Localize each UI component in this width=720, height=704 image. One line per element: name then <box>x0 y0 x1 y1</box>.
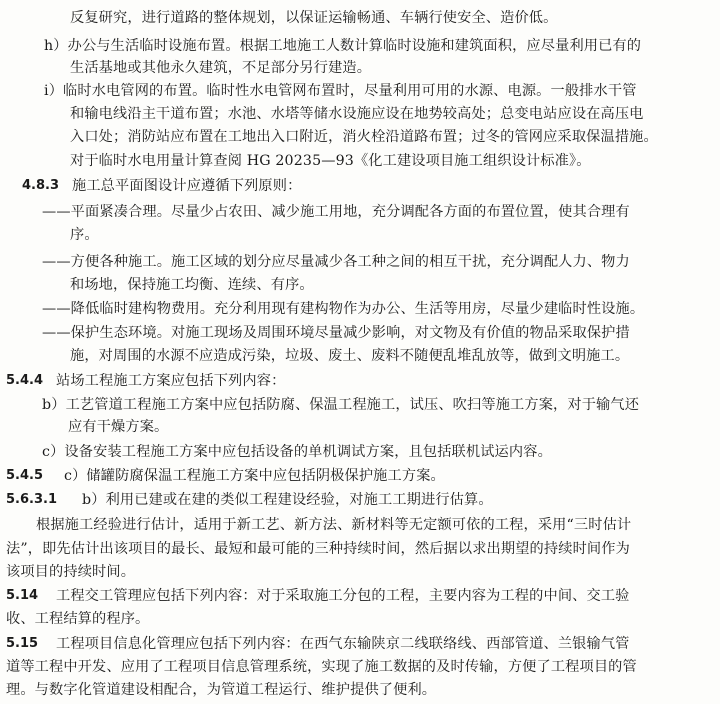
list-item-i: i）临时水电管网的布置。临时性水电管网布置时，尽量利用可用的水源、电源。一般排水干管 <box>44 83 637 99</box>
paragraph-line: 法”，即先估计出该项目的最长、最短和最可能的三种持续时间，然后据以求出期望的持续时间作为 <box>6 541 630 557</box>
text-line: 施，对周围的水源不应造成污染，垃圾、废土、废料不随便乱堆乱放等，做到文明施工。 <box>70 348 630 364</box>
section-number-5-4-5: 5.4.5 <box>6 468 44 483</box>
paragraph-line: 理。与数字化管道建设相配合，为管道工程运行、维护提供了便利。 <box>6 682 437 698</box>
list-item-b: b）利用已建或在建的类似工程建设经验，对施工工期进行估算。 <box>82 492 493 508</box>
list-item-c: c）设备安装工程施工方案中应包括设备的单机调试方案，且包括联机试运内容。 <box>42 444 552 460</box>
section-number-5-6-3-1: 5.6.3.1 <box>6 492 57 507</box>
text-line: 和输电线沿主干道布置；水池、水塔等储水设施应设在地势较高处；总变电站应设在高压电 <box>70 106 644 122</box>
text-line: 序。 <box>70 227 99 243</box>
paragraph-line: 道等工程中开发、应用了工程项目信息管理系统，实现了施工数据的及时传输，方便了工程项目的管 <box>6 659 637 675</box>
text-line: 生活基地或其他永久建筑，不足部分另行建造。 <box>70 60 372 76</box>
section-heading: 施工总平面图设计应遵循下列原则： <box>72 178 302 194</box>
principle-item: ——方便各种施工。施工区域的划分应尽量减少各工种之间的相互干扰，充分调配人力、物力 <box>42 254 630 270</box>
principle-item: ——保护生态环境。对施工现场及周围环境尽量减少影响，对文物及有价值的物品采取保护措 <box>42 325 630 341</box>
list-item-c: c）储罐防腐保温工程施工方案中应包括阴极保护施工方案。 <box>64 468 445 484</box>
section-number-5-14: 5.14 <box>6 588 39 603</box>
text-line: 入口处；消防站应布置在工地出入口附近，消火栓沿道路布置；过冬的管网应采取保温措施。 <box>70 129 658 145</box>
paragraph-line: 根据施工经验进行估计，适用于新工艺、新方法、新材料等无定额可依的工程，采用“三时估计 <box>36 517 632 533</box>
paragraph-line: 收、工程结算的程序。 <box>6 611 150 627</box>
section-number-5-4-4: 5.4.4 <box>6 373 44 388</box>
paragraph-line: 该项目的持续时间。 <box>6 564 136 580</box>
list-item-h: h）办公与生活临时设施布置。根据工地施工人数计算临时设施和建筑面积，应尽量利用已有的 <box>44 38 642 54</box>
list-item-b: b）工艺管道工程施工方案中应包括防腐、保温工程施工，试压、吹扫等施工方案，对于输气还 <box>42 397 640 413</box>
section-number-5-15: 5.15 <box>6 636 39 651</box>
principle-item: ——平面紧凑合理。尽量少占农田、减少施工用地，充分调配各方面的布置位置，使其合理有 <box>42 204 630 220</box>
paragraph-line: 工程项目信息化管理应包括下列内容：在西气东输陕京二线联络线、西部管道、兰银输气管 <box>56 636 630 652</box>
text-line: 和场地，保持施工均衡、连续、有序。 <box>70 277 314 293</box>
text-line: 反复研究，进行道路的整体规划，以保证运输畅通、车辆行使安全、造价低。 <box>70 10 558 26</box>
text-line: 对于临时水电用量计算查阅 HG 20235—93《化工建设项目施工组织设计标准》。 <box>70 153 591 169</box>
section-number-4-8-3: 4.8.3 <box>22 178 60 193</box>
text-line: 应有干燥方案。 <box>68 419 169 435</box>
paragraph-line: 工程交工管理应包括下列内容：对于采取施工分包的工程，主要内容为工程的中间、交工验 <box>56 588 630 604</box>
principle-item: ——降低临时建构物费用。充分利用现有建构物作为办公、生活等用房，尽量少建临时性设施。 <box>42 301 645 317</box>
section-heading: 站场工程施工方案应包括下列内容： <box>56 373 286 389</box>
